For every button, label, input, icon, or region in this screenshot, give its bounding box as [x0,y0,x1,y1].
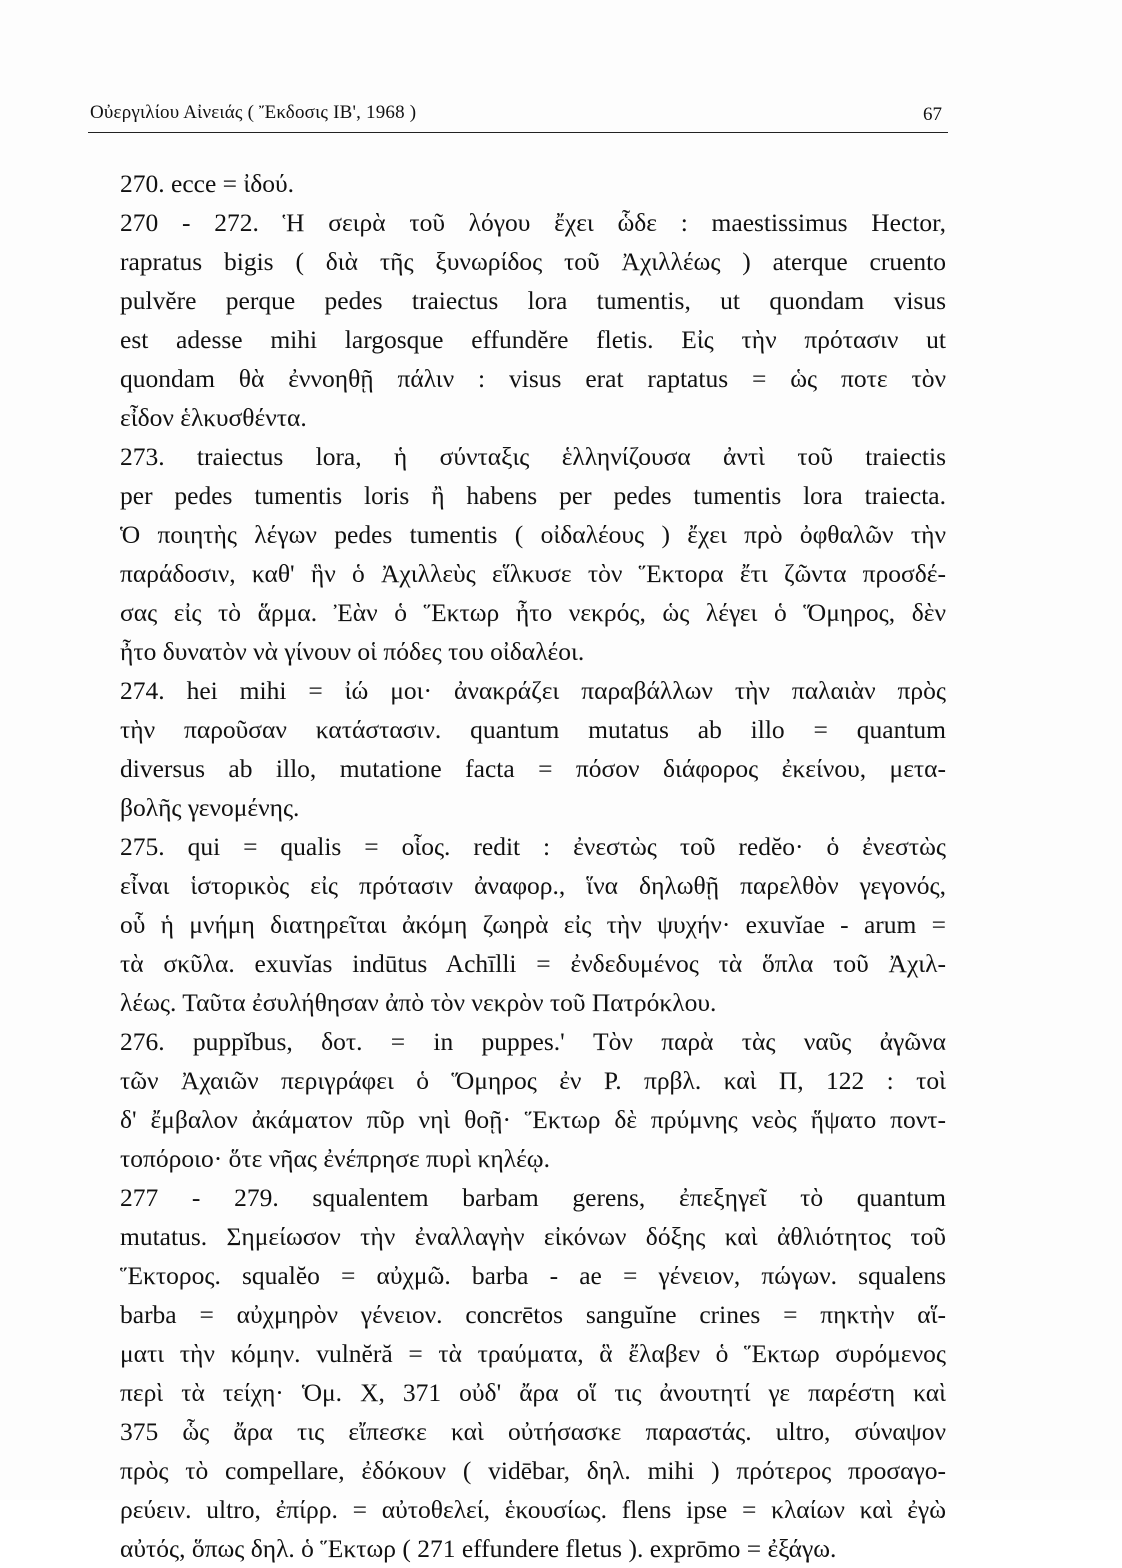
text-line: Ἕκτορος. squalĕo = αὐχμῶ. barba - ae = γένειον, πώγων. squalens [120,1261,946,1290]
text-line: βολῆς γενομένης. [120,793,300,822]
text-line: περὶ τὰ τείχη· Ὁμ. Χ, 371 οὐδ' ἄρα οἵ τις ἀνουτητί γε παρέστη καὶ [120,1378,946,1407]
text-line: 276. puppĭbus, δοτ. = in puppes.' Τὸν παρὰ τὰς ναῦς ἀγῶνα [120,1027,946,1056]
text-line: diversus ab illo, mutatione facta = πόσον διάφορος ἐκείνου, μετα- [120,754,946,783]
text-line: τῶν Ἀχαιῶν περιγράφει ὁ Ὅμηρος ἐν Ρ. πρβλ. καὶ Π, 122 : τοὶ [120,1066,946,1095]
text-line: αὐτός, ὅπως δηλ. ὁ Ἕκτωρ ( 271 effundere fletus ). exprōmo = ἐξάγω. [120,1534,837,1563]
text-line: δ' ἔμβαλον ἀκάματον πῦρ νηὶ θοῇ· Ἕκτωρ δὲ πρύμνης νεὸς ἥψατο ποντ- [120,1105,946,1134]
text-line: 274. hei mihi = ἰώ μοι· ἀνακράζει παραβάλλων τὴν παλαιὰν πρὸς [120,676,946,705]
text-line: λέως. Ταῦτα ἐσυλήθησαν ἀπὸ τὸν νεκρὸν τοῦ Πατρόκλου. [120,988,717,1017]
commentary-text [120,164,946,1568]
text-line: 270 - 272. Ἡ σειρὰ τοῦ λόγου ἔχει ὧδε : maestissimus Hector, [120,208,946,237]
text-line: παράδοσιν, καθ' ἣν ὁ Ἀχιλλεὺς εἵλκυσε τὸν Ἕκτορα ἔτι ζῶντα προσδέ- [120,559,946,588]
text-line: pulvĕre perque pedes traiectus lora tumentis, ut quondam visus [120,286,946,315]
text-line: 275. qui = qualis = οἷος. redit : ἐνεστὼς τοῦ redĕo· ὁ ἐνεστὼς [120,832,946,861]
text-line: ματι τὴν κόμην. vulnĕră = τὰ τραύματα, ἃ ἔλαβεν ὁ Ἕκτωρ συρόμενος [120,1339,946,1368]
text-line: εἶδον ἑλκυσθέντα. [120,403,307,432]
text-line: τοπόροιο· ὅτε νῆας ἐνέπρησε πυρὶ κηλέῳ. [120,1144,550,1173]
text-line: per pedes tumentis loris ἢ habens per pedes tumentis lora traiecta. [120,481,946,510]
header-title: Οὐεργιλίου Αἰνειάς ( Ἔκδοσις ΙΒ', 1968 ) [90,102,417,123]
text-line: 273. traiectus lora, ἡ σύνταξις ἑλληνίζουσα ἀντὶ τοῦ traiectis [120,442,946,471]
text-line: quondam θὰ ἐννοηθῇ πάλιν : visus erat raptatus = ὡς ποτε τὸν [120,364,946,393]
text-line: mutatus. Σημείωσον τὴν ἐναλλαγὴν εἰκόνων δόξης καὶ ἀθλιότητος τοῦ [120,1222,946,1251]
text-line: πρὸς τὸ compellare, ἐδόκουν ( vidēbar, δηλ. mihi ) πρότερος προσαγο- [120,1456,946,1485]
text-line: οὗ ἡ μνήμη διατηρεῖται ἀκόμη ζωηρὰ εἰς τὴν ψυχήν· exuvĭae - arum = [120,910,946,939]
text-line: ἦτο δυνατὸν νὰ γίνουν οἱ πόδες του οἰδαλέοι. [120,637,585,666]
text-line: 375 ὧς ἄρα τις εἴπεσκε καὶ οὐτήσασκε παραστάς. ultro, σύναψον [120,1417,946,1446]
text-line: σας εἰς τὸ ἅρμα. Ἐὰν ὁ Ἕκτωρ ἦτο νεκρός, ὡς λέγει ὁ Ὅμηρος, δὲν [120,598,946,627]
text-line: ρεύειν. ultro, ἐπίρρ. = αὐτοθελεί, ἑκουσίως. flens ipse = κλαίων καὶ ἐγὼ [120,1495,946,1524]
page-number: 67 [923,104,942,125]
running-header [88,98,948,133]
text-line: εἶναι ἱστορικὸς εἰς πρότασιν ἀναφορ., ἵνα δηλωθῇ παρελθὸν γεγονός, [120,871,946,900]
text-line: est adesse mihi largosque effundĕre fletis. Εἰς τὴν πρότασιν ut [120,325,946,354]
text-line: 277 - 279. squalentem barbam gerens, ἐπεξηγεῖ τὸ quantum [120,1183,946,1212]
text-line: barba = αὐχμηρὸν γένειον. concrētos sanguĭne crines = πηκτὴν αἵ- [120,1300,946,1329]
text-line: τὴν παροῦσαν κατάστασιν. quantum mutatus ab illo = quantum [120,715,946,744]
text-line: Ὁ ποιητὴς λέγων pedes tumentis ( οἰδαλέους ) ἔχει πρὸ ὀφθαλῶν τὴν [120,520,946,549]
text-line: 270. ecce = ἰδού. [120,169,295,198]
text-line: rapratus bigis ( διὰ τῆς ξυνωρίδος τοῦ Ἀχιλλέως ) aterque cruento [120,247,946,276]
text-line: τὰ σκῦλα. exuvĭas indūtus Achīlli = ἐνδεδυμένος τὰ ὅπλα τοῦ Ἀχιλ- [120,949,946,978]
